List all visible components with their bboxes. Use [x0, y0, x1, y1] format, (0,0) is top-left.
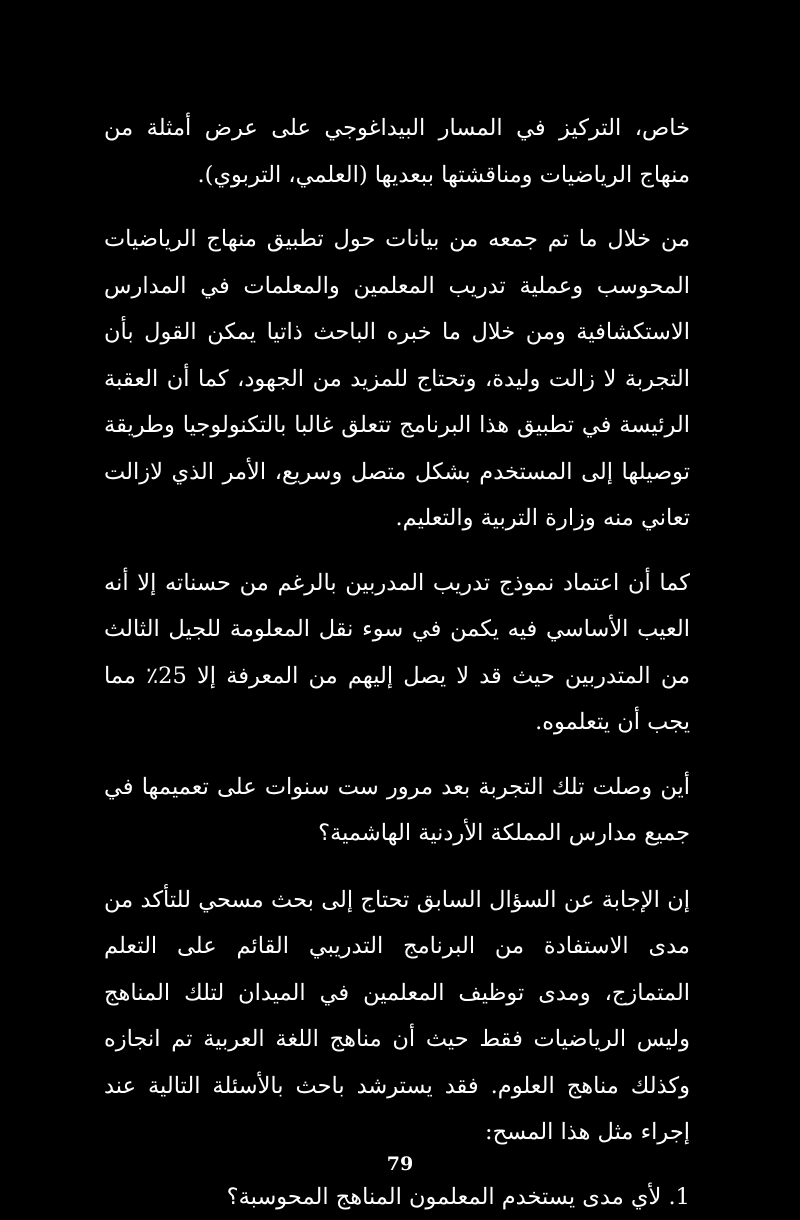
paragraph-text: خاص، التركيز في المسار البيداغوجي على عرض أمثلة من منهاج الرياضيات ومناقشتها ببعديها (العلمي، التربوي). — [104, 105, 690, 198]
paragraph-text: من خلال ما تم جمعه من بيانات حول تطبيق منهاج الرياضيات المحوسب وعملية تدريب المعلمين والمعلمات في المدارس الاستكشافية ومن خلال ما خبره الباحث ذاتيا يمكن القول بأن التجربة لا زالت وليدة، وتحتاج للمزيد من الجهود، كما أن العقبة الرئيسة في تطبيق هذا البرنامج تتعلق غالبا بالتكنولوجيا وطريقة توصيلها إلى المستخدم بشكل متصل وسريع، الأمر الذي لازالت تعاني منه وزارة التربية والتعليم. — [104, 216, 690, 542]
page-number: 79 — [0, 1153, 800, 1175]
paragraph-text: كما أن اعتماد نموذج تدريب المدربين بالرغم من حسناته إلا أنه العيب الأساسي فيه يكمن في سوء نقل المعلومة للجيل الثالث من المتدربين حيث قد لا يصل إليهم من المعرفة إلا 25٪ مما يجب أن يتعلموه. — [104, 560, 690, 746]
list-item: 1. لأي مدى يستخدم المعلمون المناهج المحوسبة؟ — [170, 1174, 690, 1220]
book-page — [0, 105, 800, 1154]
paragraph-1 — [104, 105, 690, 198]
paragraph-text: أين وصلت تلك التجربة بعد مرور ست سنوات على تعميمها في جميع مدارس المملكة الأردنية الهاشمية؟ — [104, 764, 690, 857]
paragraph-3 — [104, 560, 690, 746]
paragraph-2 — [104, 216, 690, 542]
paragraph-5 — [104, 877, 690, 1156]
paragraph-question — [104, 764, 690, 857]
text-column — [104, 105, 690, 1220]
paragraph-text: إن الإجابة عن السؤال السابق تحتاج إلى بحث مسحي للتأكد من مدى الاستفادة من البرنامج التدريبي القائم على التعلم المتمازج، ومدى توظيف المعلمين في الميدان لتلك المناهج وليس الرياضيات فقط حيث أن مناهج اللغة العربية تم انجازه وكذلك مناهج العلوم. فقد يسترشد باحث بالأسئلة التالية عند إجراء مثل هذا المسح: — [104, 877, 690, 1156]
